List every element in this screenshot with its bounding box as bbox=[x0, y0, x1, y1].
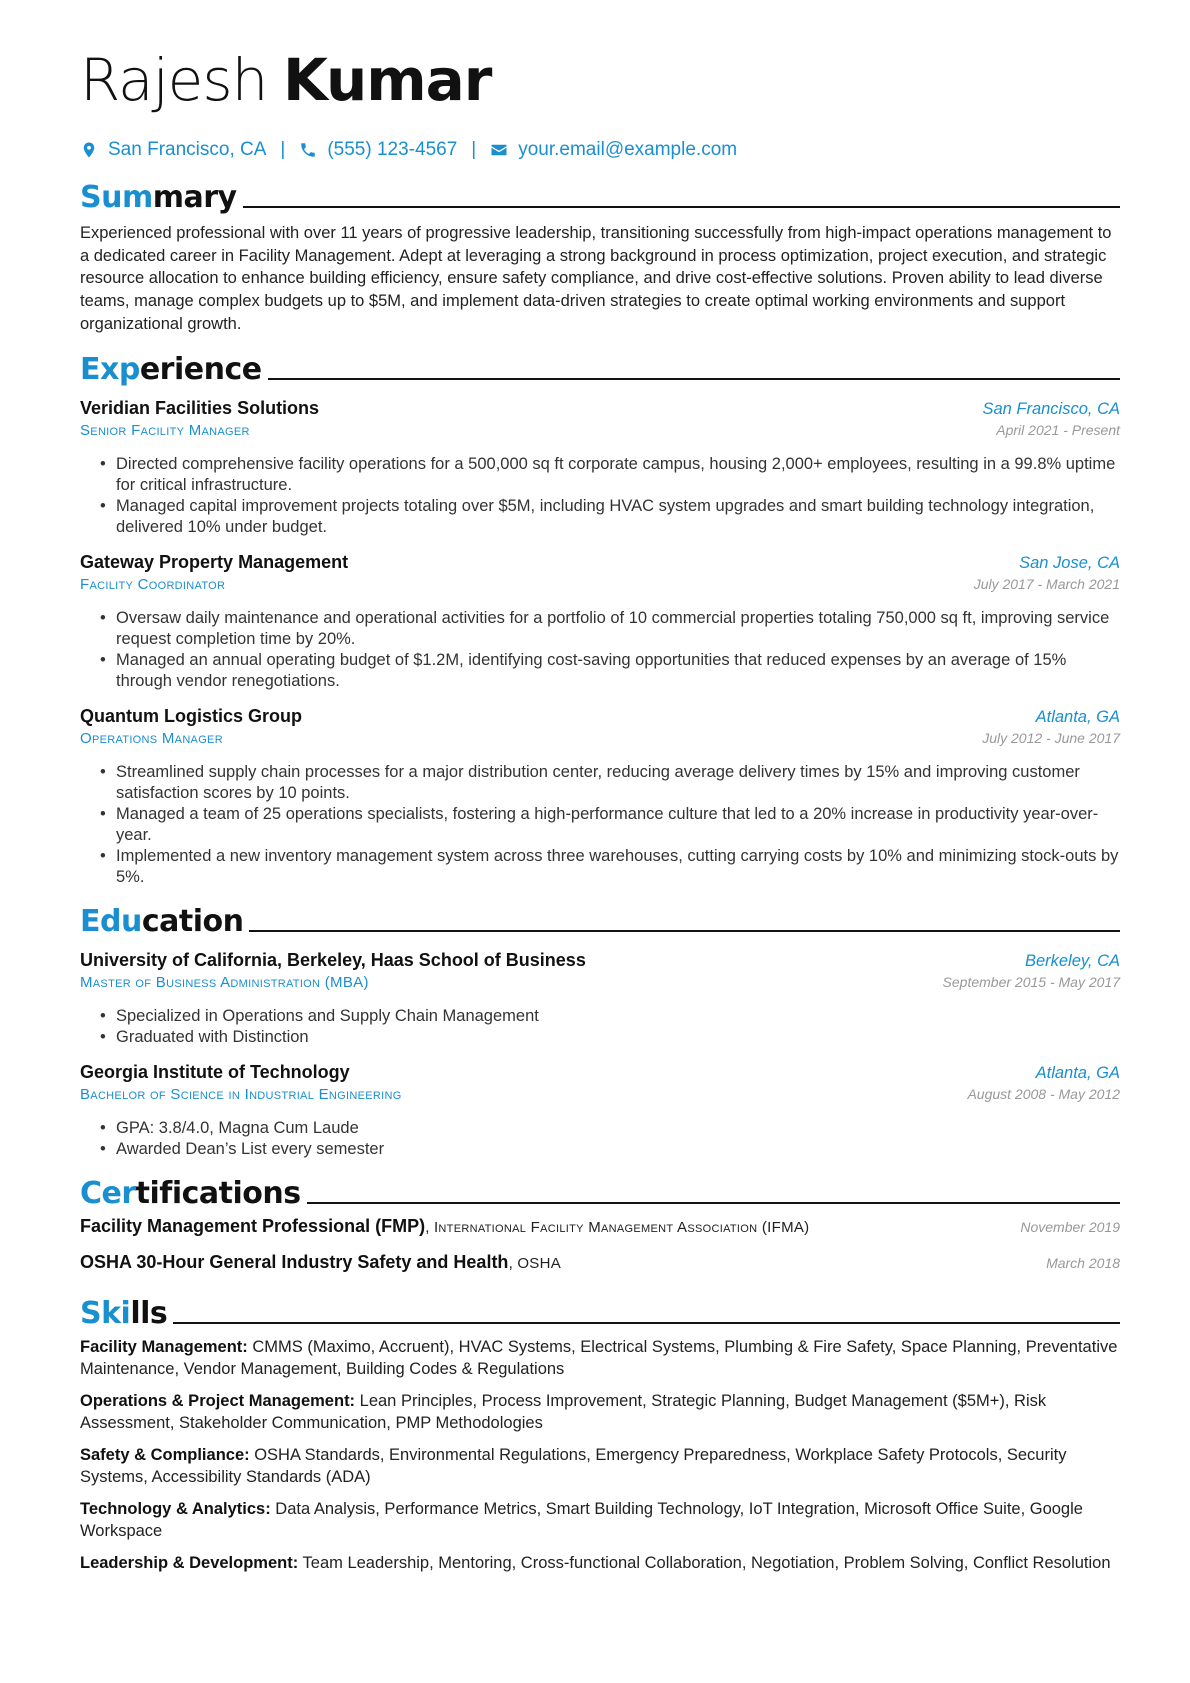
skill-group bbox=[80, 1552, 1120, 1575]
entry-bullets bbox=[80, 608, 1120, 692]
certification-item: OSHA 30-Hour General Industry Safety and Health, OSHA March 2018 bbox=[80, 1251, 1120, 1272]
entry-location: Berkeley, CA bbox=[1024, 951, 1120, 970]
skill-group bbox=[80, 1390, 1120, 1435]
bullet-item: • GPA: 3.8/4.0, Magna Cum Laude bbox=[116, 1118, 1120, 1139]
resume-page bbox=[80, 40, 1120, 1574]
education-entry bbox=[80, 950, 1120, 1048]
entry-org: Georgia Institute of Technology bbox=[80, 1061, 350, 1082]
phone-icon bbox=[299, 141, 317, 159]
summary-text: Experienced professional with over 11 years of progressive leadership, transitioning successfully from high-impact operations management to a dedicated career in Facility Management. Adept at leveraging a strong background in process optimization, project execution, and strategic resource allocation to enhance building efficiency, ensure safety compliance, and drive cost-effective solutions. Proven ability to lead diverse teams, manage complex budgets up to $5M, and implement data-driven strategies to create optimal working environments and support organizational growth. bbox=[80, 224, 1112, 333]
bullet-item: • Oversaw daily maintenance and operational activities for a portfolio of 10 commercial properties totaling 750,000 sq ft, improving service request completion time by 20%. bbox=[116, 608, 1120, 650]
certifications-title-accent: Cer bbox=[80, 1175, 136, 1211]
first-name: Rajesh bbox=[80, 46, 268, 114]
skill-group bbox=[80, 1498, 1120, 1543]
experience-entry bbox=[80, 706, 1120, 888]
cert-date: November 2019 bbox=[1020, 1218, 1120, 1235]
envelope-icon bbox=[490, 141, 508, 159]
cert-issuer: International Facility Management Association (IFMA) bbox=[433, 1218, 810, 1236]
skill-key: Safety & Compliance: bbox=[80, 1445, 250, 1464]
section-rule bbox=[268, 378, 1120, 380]
contact-phone[interactable] bbox=[299, 139, 457, 161]
entry-date: July 2017 - March 2021 bbox=[973, 575, 1120, 592]
entry-bullets bbox=[80, 1006, 1120, 1048]
summary-heading bbox=[80, 176, 1120, 216]
contact-separator: | bbox=[280, 139, 286, 160]
entry-org: Veridian Facilities Solutions bbox=[80, 397, 320, 418]
last-name: Kumar bbox=[283, 46, 492, 114]
skill-value: Data Analysis, Performance Metrics, Smart Building Technology, IoT Integration, Microsoft Office Suite, Google Workspace bbox=[80, 1499, 1083, 1541]
bullet-item: • Managed an annual operating budget of $1.2M, identifying cost-saving opportunities that reduced expenses by an average of 15% through vendor renegotiations. bbox=[116, 650, 1120, 692]
bullet-item: • Awarded Dean’s List every semester bbox=[116, 1139, 1120, 1160]
skill-value: Lean Principles, Process Improvement, Strategic Planning, Budget Management ($5M+), Risk Assessment, Stakeholder Communication, PMP Methodologies bbox=[80, 1391, 1047, 1433]
education-title-accent: Edu bbox=[80, 903, 142, 939]
section-rule bbox=[173, 1322, 1120, 1324]
map-pin-icon bbox=[80, 141, 98, 159]
entry-role: Senior Facility Manager bbox=[80, 421, 250, 439]
entry-date: September 2015 - May 2017 bbox=[942, 973, 1120, 990]
experience-title-rest: erience bbox=[139, 351, 262, 387]
skills-title-rest: lls bbox=[130, 1295, 168, 1331]
entry-role: Operations Manager bbox=[80, 729, 223, 747]
bullet-item: • Implemented a new inventory management system across three warehouses, cutting carrying costs by 10% and minimizing stock-outs by 5%. bbox=[116, 846, 1120, 888]
certification-item: Facility Management Professional (FMP), International Facility Management Association (IFMA) November 2019 bbox=[80, 1215, 1120, 1236]
certifications-title-rest: tifications bbox=[135, 1175, 301, 1211]
skill-key: Facility Management: bbox=[80, 1337, 248, 1356]
skill-value: OSHA Standards, Environmental Regulations, Emergency Preparedness, Workplace Safety Protocols, Security Systems, Accessibility Standards (ADA) bbox=[80, 1445, 1067, 1487]
bullet-item: • Managed capital improvement projects totaling over $5M, including HVAC system upgrades and smart building technology integration, delivered 10% under budget. bbox=[116, 496, 1120, 538]
contact-line bbox=[80, 136, 1120, 164]
entry-org: Gateway Property Management bbox=[80, 551, 349, 572]
experience-entry bbox=[80, 398, 1120, 538]
entry-location: Atlanta, GA bbox=[1035, 1063, 1120, 1082]
education-title-rest: cation bbox=[141, 903, 244, 939]
skill-group bbox=[80, 1336, 1120, 1381]
cert-date: March 2018 bbox=[1046, 1254, 1120, 1271]
candidate-name bbox=[80, 40, 1120, 120]
certifications-heading bbox=[80, 1172, 1120, 1212]
entry-bullets bbox=[80, 762, 1120, 888]
entry-date: July 2012 - June 2017 bbox=[982, 729, 1120, 746]
entry-org: University of California, Berkeley, Haas School of Business bbox=[80, 949, 586, 970]
skill-key: Operations & Project Management: bbox=[80, 1391, 356, 1410]
entry-role: Facility Coordinator bbox=[80, 575, 226, 593]
experience-heading bbox=[80, 348, 1120, 388]
entry-role: Bachelor of Science in Industrial Engineering bbox=[80, 1085, 402, 1103]
skill-value: Team Leadership, Mentoring, Cross-functional Collaboration, Negotiation, Problem Solving, Conflict Resolution bbox=[302, 1553, 1111, 1572]
entry-role: Master of Business Administration (MBA) bbox=[80, 973, 369, 991]
location-text: San Francisco, CA bbox=[108, 139, 267, 160]
entry-date: April 2021 - Present bbox=[996, 421, 1120, 438]
experience-title-accent: Exp bbox=[80, 351, 140, 387]
cert-name: Facility Management Professional (FMP) bbox=[80, 1215, 426, 1236]
contact-email[interactable] bbox=[490, 139, 737, 161]
skill-key: Leadership & Development: bbox=[80, 1553, 299, 1572]
skills-title-accent: Ski bbox=[80, 1295, 131, 1331]
skills-heading bbox=[80, 1292, 1120, 1332]
bullet-item: • Directed comprehensive facility operations for a 500,000 sq ft corporate campus, housing 2,000+ employees, resulting in a 99.8% uptime for critical infrastructure. bbox=[116, 454, 1120, 496]
bullet-item: • Managed a team of 25 operations specialists, fostering a high-performance culture that led to a 20% increase in productivity year-over-year. bbox=[116, 804, 1120, 846]
skill-value: CMMS (Maximo, Accruent), HVAC Systems, Electrical Systems, Plumbing & Fire Safety, Space Planning, Preventative Maintenance, Vendor Management, Building Codes & Regulations bbox=[80, 1337, 1118, 1379]
email-text: your.email@example.com bbox=[518, 139, 738, 160]
bullet-item: • Specialized in Operations and Supply Chain Management bbox=[116, 1006, 1120, 1027]
summary-title-accent: Sum bbox=[80, 180, 153, 215]
section-rule bbox=[249, 930, 1120, 932]
education-heading bbox=[80, 900, 1120, 940]
experience-entry bbox=[80, 552, 1120, 692]
education-entry bbox=[80, 1062, 1120, 1160]
cert-issuer: OSHA bbox=[517, 1254, 562, 1272]
phone-text: (555) 123-4567 bbox=[327, 139, 458, 160]
summary-title-rest: mary bbox=[152, 180, 237, 215]
bullet-item: • Streamlined supply chain processes for a major distribution center, reducing average delivery times by 15% and improving customer satisfaction scores by 10 points. bbox=[116, 762, 1120, 804]
entry-bullets bbox=[80, 454, 1120, 538]
entry-location: San Francisco, CA bbox=[982, 399, 1120, 418]
entry-bullets bbox=[80, 1118, 1120, 1160]
bullet-item: • Graduated with Distinction bbox=[116, 1027, 1120, 1048]
section-rule bbox=[307, 1202, 1120, 1204]
entry-location: San Jose, CA bbox=[1019, 553, 1120, 572]
entry-org: Quantum Logistics Group bbox=[80, 705, 303, 726]
contact-location bbox=[80, 139, 266, 161]
entry-location: Atlanta, GA bbox=[1035, 707, 1120, 726]
section-rule bbox=[243, 206, 1120, 208]
contact-separator: | bbox=[471, 139, 477, 160]
entry-date: August 2008 - May 2012 bbox=[967, 1085, 1120, 1102]
cert-name: OSHA 30-Hour General Industry Safety and Health bbox=[80, 1251, 509, 1272]
skill-key: Technology & Analytics: bbox=[80, 1499, 271, 1518]
skill-group bbox=[80, 1444, 1120, 1489]
